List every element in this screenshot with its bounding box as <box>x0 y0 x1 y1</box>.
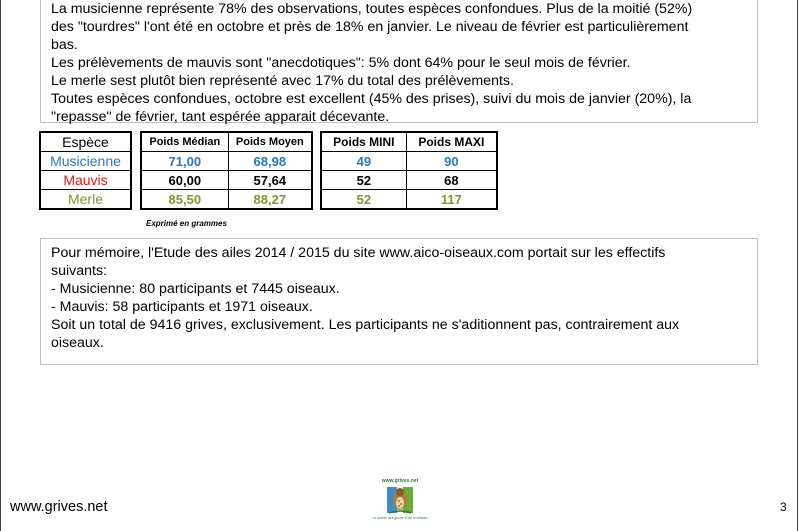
species-mauvis: Mauvis <box>40 171 131 190</box>
intro-line: Le merle sest plutôt bien représenté avec 17% du total des prélèvements. <box>51 73 514 89</box>
species-table <box>39 131 132 210</box>
table-row <box>40 152 131 171</box>
memo-line: - Mauvis: 58 participants et 1971 oiseaux. <box>51 299 313 315</box>
intro-line: La musicienne représente 78% des observations, toutes espèces confondues. Plus de la moitié (52%) <box>51 1 693 17</box>
table-row <box>40 190 131 210</box>
table-row <box>321 190 497 210</box>
memo-line: oiseaux. <box>51 335 104 351</box>
intro-line: bas. <box>51 37 78 53</box>
intro-line: Toutes espèces confondues, octobre est excellent (45% des prises), suivi du mois de janvier (20%), la <box>51 91 692 107</box>
memo-line: suivants: <box>51 263 107 279</box>
table-row <box>40 171 131 190</box>
logo-top-text: www.grives.net <box>381 478 419 484</box>
table-cell: 85,50 <box>141 190 228 210</box>
table-cell: 68,98 <box>228 152 312 171</box>
logo-bottom-text: Le portail des grives & de la chasse <box>372 516 428 520</box>
footer-site-link[interactable]: www.grives.net <box>10 499 108 515</box>
table-header-row <box>40 132 131 152</box>
table-row <box>141 190 312 210</box>
unit-note: Exprimé en grammes <box>146 219 227 228</box>
intro-text-box <box>40 0 758 123</box>
species-merle: Merle <box>40 190 131 210</box>
poids-median-header: Poids Médian <box>141 132 228 152</box>
table-cell: 57,64 <box>228 171 312 190</box>
table-header-row <box>321 132 497 152</box>
table-row <box>141 171 312 190</box>
poids-maxi-header: Poids MAXI <box>406 132 497 152</box>
intro-line: "repasse" de février, tant espérée apparait décevante. <box>51 109 390 125</box>
table-header-row <box>141 132 312 152</box>
grives-logo <box>368 478 432 524</box>
table-row <box>321 171 497 190</box>
intro-line: des "tourdres" l'ont été en octobre et près de 18% en janvier. Le niveau de février est particulièrement <box>51 19 689 35</box>
minmax-table <box>320 131 498 210</box>
poids-moyen-header: Poids Moyen <box>228 132 312 152</box>
table-cell: 71,00 <box>141 152 228 171</box>
table-cell: 117 <box>406 190 497 210</box>
table-row <box>141 152 312 171</box>
table-cell: 90 <box>406 152 497 171</box>
table-row <box>321 152 497 171</box>
table-cell: 52 <box>321 190 406 210</box>
species-header: Espèce <box>40 132 131 152</box>
poids-table <box>140 131 313 210</box>
table-cell: 60,00 <box>141 171 228 190</box>
page-number: 3 <box>780 500 787 514</box>
table-cell: 68 <box>406 171 497 190</box>
species-musicienne: Musicienne <box>40 152 131 171</box>
table-cell: 49 <box>321 152 406 171</box>
memo-line: Soit un total de 9416 grives, exclusivement. Les participants ne s'aditionnent pas, contrairement aux <box>51 317 680 333</box>
poids-mini-header: Poids MINI <box>321 132 406 152</box>
memo-line: - Musicienne: 80 participants et 7445 oiseaux. <box>51 281 340 297</box>
memo-text-box <box>40 238 758 365</box>
intro-line: Les prélèvements de mauvis sont "anecdotiques": 5% dont 64% pour le seul mois de février. <box>51 55 631 71</box>
table-cell: 88,27 <box>228 190 312 210</box>
memo-line: Pour mémoire, l'Etude des ailes 2014 / 2015 du site www.aico-oiseaux.com portait sur les effectifs <box>51 245 666 261</box>
table-cell: 52 <box>321 171 406 190</box>
